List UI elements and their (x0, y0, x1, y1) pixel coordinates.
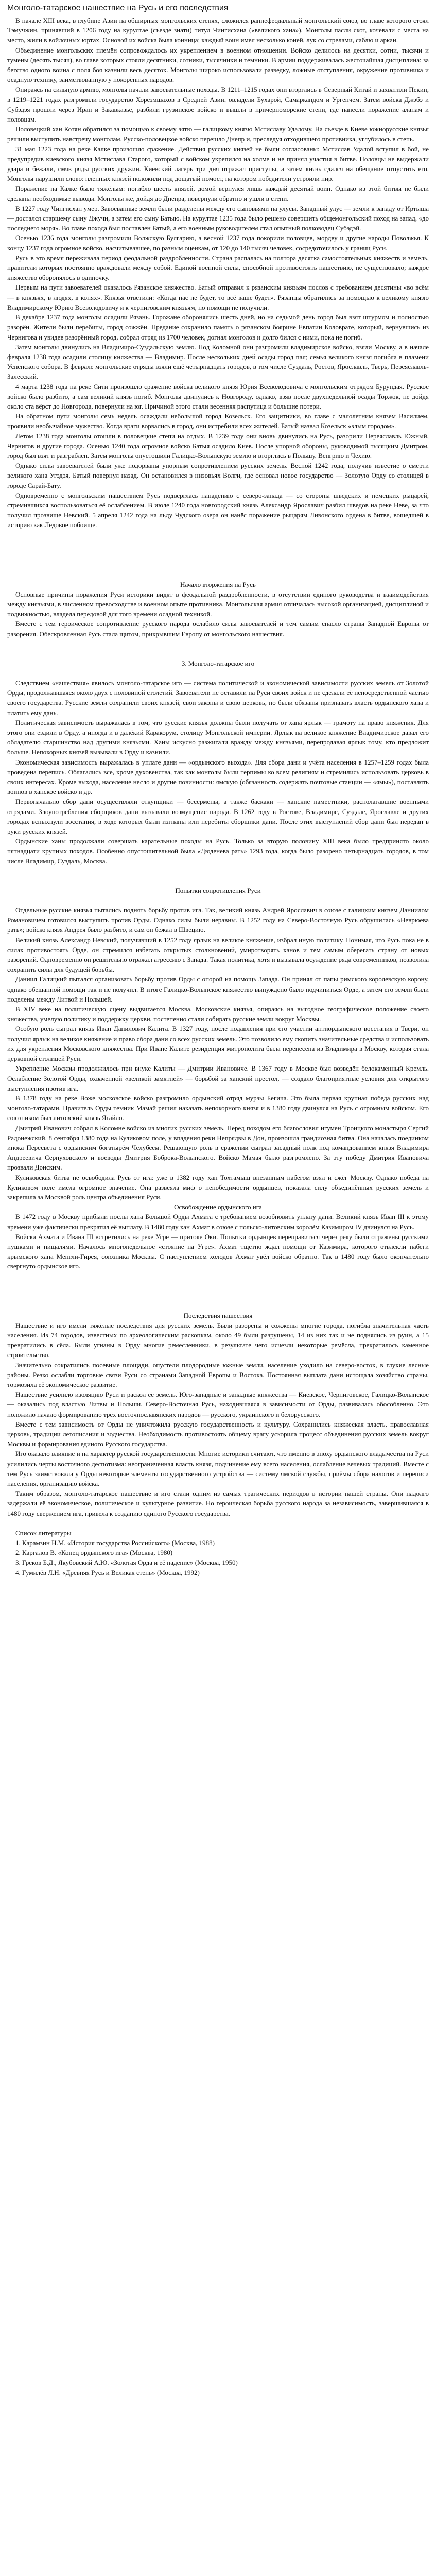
document-title: Монголо-татарское нашествие на Русь и его последствия (7, 4, 229, 12)
paragraph: Войска Ахмата и Ивана III встретились на реке Угре — притоке Оки. Попытки ордынцев переправиться через реку были отражены русскими пушками и пищалями. Началось многонедельное «стояние на Угре». Ахмат тщетно ждал помощи от Казимира, которого отвлекли набеги крымского хана Менгли-Гирея, союзника Москвы. С наступлением холодов Ахмат увёл войско обратно. Так в 1480 году было окончательно свергнуто ордынское иго. (7, 1232, 429, 1270)
paragraph: Русь в это время переживала период феодальной раздробленности. Страна распалась на полтора десятка самостоятельных княжеств и земель, правители которых постоянно враждовали между собой. Единой военной силы, способной противостоять нашествию, не существовало; каждое княжество оборонялось в одиночку. (7, 253, 429, 282)
section-heading: Попытки сопротивления Руси (175, 886, 261, 894)
paragraph: Нашествие усилило изоляцию Руси и раскол её земель. Юго-западные и западные княжества — Киевское, Черниговское, Галицко-Волынское — оказались под властью Литвы и Польши. Северо-Восточная Русь, находившаяся в зависимости от Орды, развивалась обособленно. Это положило начало формированию трёх восточнославянских народов — русского, украинского и белорусского. (7, 1391, 429, 1418)
paragraph: 31 мая 1223 года на реке Калке произошло сражение. Действия русских князей не были согласованы: Мстислав Удалой вступил в бой, не предупредив киевского князя Мстислава Старого, который с войском укрепился на холме и не принял участия в битве. Половцы не выдержали удара и бежали, смяв ряды русских дружин. Киевский лагерь три дня отражал приступы, а затем князь сдался на обещание отпустить его. Монголы нарушили слово: пленных князей положили под дощатый помост, на котором победители устроили пир. (7, 145, 429, 183)
sources-list (7, 1538, 429, 1578)
paragraph: Особую роль сыграл князь Иван Данилович Калита. В 1327 году, после подавления при его участии антиордынского восстания в Твери, он получил ярлык на великое княжение и право сбора дани со всех русских земель. Это позволило ему скопить значительные средства и использовать их для укрепления Московского княжества. При Иване Калите резиденция митрополита была перенесена из Владимира в Москву, которая стала церковной столицей Руси. (7, 1025, 429, 1063)
paragraph: В начале XIII века, в глубине Азии на обширных монгольских степях, сложился раннефеодальный монгольский союз, во главе которого стоял Тэмучжин, принявший в 1206 году на курултае (съезде знати) титул Чингисхана («великого хана»). Монголы пасли скот, кочевали с места на место, жили в войлочных юртах. Основой их войска была конница; каждый воин имел несколько коней, лук со стрелами, саблю и аркан. (7, 16, 429, 44)
paragraph: Таким образом, монголо-татарское нашествие и иго стали одним из самых трагических периодов в истории нашей страны. Они надолго задержали её экономическое, политическое и культурное развитие. Но героическая борьба русского народа за независимость, завершившаяся в 1480 году свержением ига, привела к созданию единого Русского государства. (7, 1489, 429, 1517)
paragraph: Политическая зависимость выражалась в том, что русские князья должны были получать от хана ярлык — грамоту на право княжения. Для этого они ездили в Орду, а иногда и в далёкий Каракорум, столицу Монгольской империи. Ярлык на великое княжение Владимирское давал его обладателю старшинство над другими князьями. Ханы искусно разжигали вражду между князьями, перепродавая ярлык тому, кто предложит больше. Непокорных князей вызывали в Орду и казнили. (7, 718, 429, 756)
paragraph: В декабре 1237 года монголы осадили Рязань. Горожане оборонялись шесть дней, но на седьмой день город был взят штурмом и полностью разорён. Жители были перебиты, город сожжён. Предание сохранило память о рязанском боярине Евпатии Коловрате, который, вернувшись из Чернигова и увидев разорённый город, собрал отряд из 1700 человек, догнал монголов и долго бился с ними, пока не погиб. (7, 313, 429, 341)
section-1 (7, 15, 429, 530)
paragraph: В 1472 году в Москву прибыли послы хана Большой Орды Ахмата с требованием возобновить уплату дани. Великий князь Иван III к этому времени уже фактически прекратил её выплату. В 1480 году хан Ахмат в союзе с польско-литовским королём Казимиром IV двинулся на Русь. (7, 1213, 429, 1231)
section-2 (7, 589, 429, 639)
paragraph: Осенью 1236 года монголы разгромили Волжскую Булгарию, а весной 1237 года покорили половцев, мордву и другие народы Поволжья. К концу 1237 года огромное войско, насчитывавшее, по разным оценкам, от 120 до 140 тысяч человек, сосредоточилось у границ Руси. (7, 234, 429, 252)
paragraph: Первоначально сбор дани осуществляли откупщики — бесермены, а также баскаки — ханские наместники, располагавшие военными отрядами. Злоупотребления сборщиков дани вызывали возмущение народа. В 1262 году в Ростове, Владимире, Суздале, Ярославле и других городах вспыхнули восстания, в ходе которых были изгнаны или перебиты сборщики дани. После этих выступлений сбор дани был передан в руки русских князей. (7, 798, 429, 836)
section-3 (7, 678, 429, 866)
blank-space (7, 866, 429, 886)
blank-space (7, 639, 429, 658)
paragraph: Нашествие и иго имели тяжёлые последствия для русских земель. Были разорены и сожжены многие города, погибла значительная часть населения. Из 74 городов, известных по археологическим раскопкам, около 49 были разрушены, 14 из них так и не поднялись из руин, а 15 превратились в сёла. Были угнаны в Орду многие ремесленники, в результате чего исчезли некоторые ремёсла, прекратилось каменное строительство. (7, 1321, 429, 1359)
paragraph: Опираясь на сильную армию, монголы начали завоевательные походы. В 1211–1215 годах они вторглись в Северный Китай и захватили Пекин, в 1219–1221 годах разгромили государство Хорезмшахов в Средней Азии, овладели Бухарой, Самаркандом и Ургенчем. Затем войска Джэбэ и Субэдэя прошли через Иран и Закавказье, разбили грузинское войско и вышли в причерноморские степи, где нанесли поражение аланам и половцам. (7, 86, 429, 124)
paragraph: В XIV веке на политическую сцену выдвигается Москва. Московские князья, опираясь на выгодное географическое положение своего княжества, умелую политику и поддержку церкви, постепенно стали собирать русские земли вокруг Москвы. (7, 1005, 429, 1023)
source-item: 3. Греков Б.Д., Якубовский А.Ю. «Золотая Орда и её падение» (Москва, 1950) (15, 1558, 238, 1567)
paragraph: Объединение монгольских племён сопровождалось их укреплением в военном отношении. Войско делилось на десятки, сотни, тысячи и тумены (десять тысяч), во главе которых стояли десятники, сотники, тысячники и темники. В армии поддерживалась жесточайшая дисциплина: за бегство одного воина с поля боя казнили весь десяток. Монголы широко использовали разведку, ложные отступления, окружение противника и осадную технику, заимствованную у покорённых народов. (7, 46, 429, 84)
section-heading: Последствия нашествия (183, 1311, 253, 1319)
paragraph: Даниил Галицкий пытался организовать борьбу против Орды с опорой на помощь Запада. Он принял от папы римского королевскую корону, однако обещанной помощи так и не получил. В итоге Галицко-Волынское княжество вынуждено было подчиниться Орде, а затем его земли были поделены между Литвой и Польшей. (7, 975, 429, 1003)
paragraph: Затем монголы двинулись на Владимиро-Суздальскую землю. Под Коломной они разгромили владимирское войско, взяли Москву, а в начале февраля 1238 года осадили столицу княжества — Владимир. После нескольких дней осады город пал; семья великого князя погибла в пламени Успенского собора. В феврале монгольские отряды взяли ещё четырнадцать городов, в том числе Суздаль, Ростов, Ярославль, Тверь, Переяславль-Залесский. (7, 343, 429, 381)
blank-space (7, 895, 429, 905)
paragraph: Следствием «нашествия» явилось монголо-татарское иго — система политической и экономической зависимости русских земель от Золотой Орды, продолжавшаяся около двух с половиной столетий. Завоеватели не оставили на Руси своих войск и не сделали её непосредственной частью своего государства. Русские земли сохранили своих князей, свои законы и свою церковь, но были обязаны признавать власть ордынского хана и платить ему дань. (7, 679, 429, 717)
section-heading: Начало вторжения на Русь (180, 580, 256, 588)
paragraph: 4 марта 1238 года на реке Сити произошло сражение войска великого князя Юрия Всеволодовича с монгольским отрядом Бурундая. Русское войско было разбито, а сам великий князь погиб. Монголы двинулись к Новгороду, однако, взяв после двухнедельной осады Торжок, не дойдя около ста вёрст до Новгорода, повернули на юг. Причиной этого стали весенняя распутица и большие потери. (7, 382, 429, 410)
paragraph: Отдельные русские князья пытались поднять борьбу против ига. Так, великий князь Андрей Ярославич в союзе с галицким князем Даниилом Романовичем готовился выступить против Орды. Однако силы были неравны. В 1252 году на Северо-Восточную Русь обрушилась «Неврюева рать»; войско князя Андрея было разбито, и сам он бежал в Швецию. (7, 906, 429, 934)
paragraph: В 1378 году на реке Воже московское войско разгромило ордынский отряд мурзы Бегича. Это была первая крупная победа русских над монголо-татарами. Правитель Орды темник Мамай решил наказать непокорного князя и в 1380 году двинулся на Русь с огромным войском. Его союзником был литовский князь Ягайло. (7, 1094, 429, 1122)
paragraph: Дмитрий Иванович собрал в Коломне войско из многих русских земель. Перед походом его благословил игумен Троицкого монастыря Сергий Радонежский. 8 сентября 1380 года на Куликовом поле, у впадения реки Непрядвы в Дон, произошла грандиозная битва. Она началась поединком инока Пересвета с ордынским богатырём Челубеем. Решающую роль в сражении сыграл засадный полк под командованием князя Владимира Андреевича Серпуховского и воеводы Дмитрия Боброка-Волынского. Войско Мамая было разгромлено. За эту победу Дмитрия Ивановича прозвали Донским. (7, 1124, 429, 1172)
paragraph: Основные причины поражения Руси историки видят в феодальной раздробленности, в отсутствии единого руководства и взаимодействия между князьями, в численном превосходстве и военном опыте противника. Монгольская армия отличалась высокой организацией, дисциплиной и подвижностью, владела передовой для того времени осадной техникой. (7, 590, 429, 618)
paragraph: Вместе с тем героическое сопротивление русского народа ослабило силы завоевателей и тем самым спасло страны Западной Европы от разорения. Обескровленная Русь стала щитом, прикрывшим Европу от монгольского нашествия. (7, 620, 429, 638)
paragraph: Первым на пути завоевателей оказалось Рязанское княжество. Батый отправил к рязанским князьям послов с требованием десятины «во всём — в князьях, в людях, в конях». Князья ответили: «Когда нас не будет, то всё ваше будет». Рязанцы обратились за помощью к великому князю Владимирскому Юрию Всеволодовичу и к черниговским князьям, но помощи не получили. (7, 283, 429, 311)
blank-space (7, 1518, 429, 1528)
paragraph: Экономическая зависимость выражалась в уплате дани — «ордынского выхода». Для сбора дани и учёта населения в 1257–1259 годах была проведена перепись. Облагались все, кроме духовенства, так как монголы были терпимы ко всем религиям и стремились использовать церковь в своих интересах. Кроме выхода, население несло и другие повинности: ямскую (обязанность содержать почтовые станции — «ямы»), поставлять воинов в ханское войско и др. (7, 758, 429, 796)
paragraph: Значительно сократились посевные площади, опустели плодородные южные земли, население уходило на северо-восток, в глухие лесные районы. Резко ослабли торговые связи Руси со странами Западной Европы и Востока. Постоянная выплата дани истощала хозяйство страны, тормозила её экономическое развитие. (7, 1361, 429, 1388)
section-6 (7, 1320, 429, 1518)
section-4 (7, 905, 429, 1202)
paragraph: Летом 1238 года монголы отошли в половецкие степи на отдых. В 1239 году они вновь двинулись на Русь, разорили Переяславль Южный, Чернигов и другие города. Осенью 1240 года огромное войско Батыя осадило Киев. После упорной обороны, руководимой тысяцким Дмитром, город был взят и разграблен. Затем монголы опустошили Галицко-Волынскую землю и вторглись в Польшу, Венгрию и Чехию. (7, 432, 429, 460)
section-5 (7, 1212, 429, 1271)
paragraph: Поражение на Калке было тяжёлым: погибло шесть князей, домой вернулся лишь каждый десятый воин. Однако из этой битвы не были сделаны необходимые выводы. Монголы же, дойдя до Днепра, повернули обратно и ушли в степи. (7, 184, 429, 202)
paragraph: Иго оказало влияние и на характер русской государственности. Многие историки считают, что именно в эпоху ордынского владычества на Руси усилились черты восточного деспотизма: неограниченная власть князя, подчинение ему всего населения, ослабление вечевых традиций. Вместе с тем Русь заимствовала у Орды некоторые элементы государственного устройства — систему ямской службы, приёмы сбора налогов и переписи населения, организацию войска. (7, 1450, 429, 1488)
paragraph: Вместе с тем зависимость от Орды не уничтожила русскую государственность и культуру. Сохранились княжеская власть, православная церковь, традиции летописания и зодчества. Необходимость противостоять общему врагу ускорила процесс объединения русских земель вокруг Москвы и формирования единого Русского государства. (7, 1420, 429, 1448)
source-item: 4. Гумилёв Л.Н. «Древняя Русь и Великая степь» (Москва, 1992) (15, 1568, 200, 1577)
paragraph: Однако силы завоевателей были уже подорваны упорным сопротивлением русских земель. Весной 1242 года, получив известие о смерти великого хана Угэдэя, Батый повернул назад. Он остановился в низовьях Волги, где основал новое государство — Золотую Орду со столицей в городе Сарай-Бату. (7, 462, 429, 489)
paragraph: Укрепление Москвы продолжилось при внуке Калиты — Дмитрии Ивановиче. В 1367 году в Москве был возведён белокаменный Кремль. Ослабление Золотой Орды, охваченной «великой замятней» — борьбой за ханский престол, — создало благоприятные условия для открытого выступления против ига. (7, 1064, 429, 1092)
paragraph: В 1227 году Чингисхан умер. Завоёванные земли были разделены между его сыновьями на улусы. Западный улус — земли к западу от Иртыша — достался старшему сыну Джучи, а затем его сыну Батыю. На курултае 1235 года было решено совершить общемонгольский поход на запад, «до последнего моря». Во главе похода был поставлен Батый, а его военным руководителем стал опытный полководец Субэдэй. (7, 204, 429, 232)
paragraph: Половецкий хан Котян обратился за помощью к своему зятю — галицкому князю Мстиславу Удалому. На съезде в Киеве южнорусские князья решили выступить навстречу монголам. Русско-половецкое войско перешло Днепр и, преследуя отходившего противника, углубилось в степь. (7, 125, 429, 143)
blank-space (7, 668, 429, 678)
section-heading: Освобождение ордынского ига (174, 1203, 262, 1211)
sources-heading: Список литературы (15, 1529, 72, 1537)
paragraph: Куликовская битва не освободила Русь от ига: уже в 1382 году хан Тохтамыш внезапным набегом взял и сжёг Москву. Однако победа на Куликовом поле имела огромное значение. Она развеяла миф о непобедимости ордынцев, показала силу объединённых русских земель и закрепила за Москвой роль центра объединения Руси. (7, 1173, 429, 1201)
blank-space (7, 1272, 429, 1311)
section-heading: 3. Монголо-татарское иго (181, 659, 255, 667)
paragraph: Великий князь Александр Невский, получивший в 1252 году ярлык на великое княжение, избрал иную политику. Понимая, что Русь пока не в силах противостоять Орде, он стремился избегать открытых столкновений, умиротворять ханов и тем самым оберегать страну от новых разорений. Одновременно он решительно отражал агрессию с Запада. Такая политика, хотя и вызывала осуждение ряда современников, позволила сохранить силы для будущей борьбы. (7, 936, 429, 974)
paragraph: Ордынские ханы продолжали совершать карательные походы на Русь. Только за вторую половину XIII века было предпринято около пятнадцати крупных походов. Особенно опустошительной была «Дюденева рать» 1293 года, когда было разорено четырнадцать городов, в том числе Владимир, Суздаль, Москва. (7, 837, 429, 865)
source-item: 2. Каргалов В. «Конец ордынского ига» (Москва, 1980) (15, 1549, 173, 1557)
blank-space (7, 530, 429, 580)
paragraph: Одновременно с монгольским нашествием Русь подверглась нападению с северо-запада — со стороны шведских и немецких рыцарей, стремившихся воспользоваться её ослаблением. В июле 1240 года новгородский князь Александр Ярославич разбил шведов на реке Неве, за что получил прозвище Невский. 5 апреля 1242 года на льду Чудского озера он нанёс поражение рыцарям Ливонского ордена в битве, вошедшей в историю как Ледовое побоище. (7, 491, 429, 529)
source-item: 1. Карамзин Н.М. «История государства Российского» (Москва, 1988) (15, 1539, 215, 1547)
paragraph: На обратном пути монголы семь недель осаждали небольшой город Козельск. Его защитники, во главе с малолетним князем Василием, проявили необычайное мужество. Когда враги ворвались в город, они истребили всех жителей. Батый назвал Козельск «злым городом». (7, 412, 429, 430)
